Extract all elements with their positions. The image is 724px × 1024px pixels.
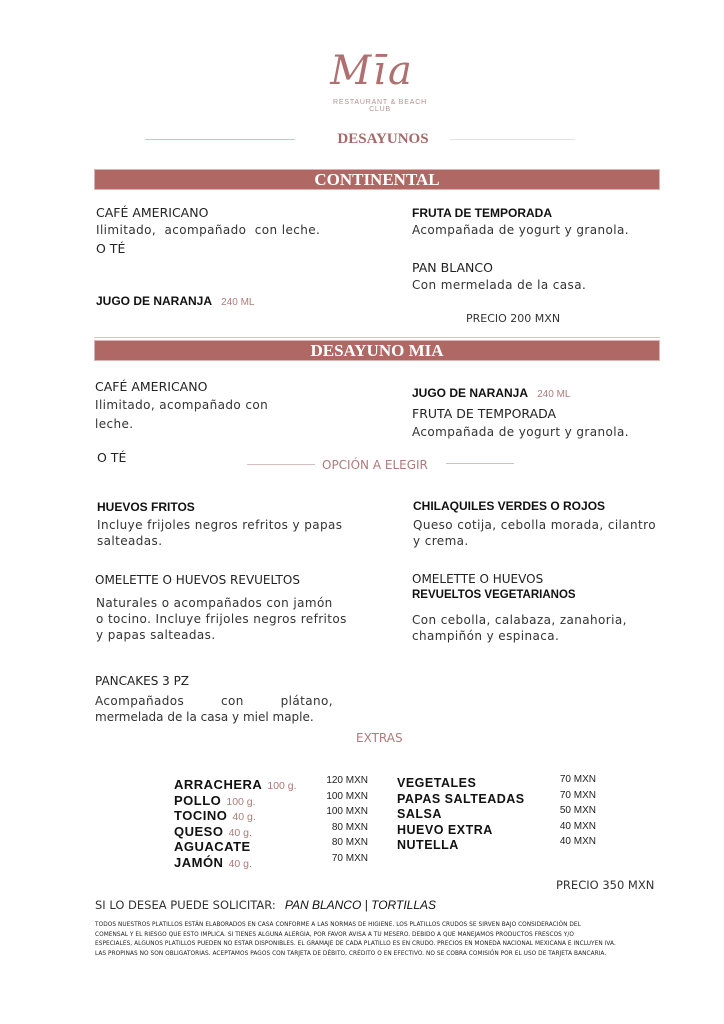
- option-chilaquiles-desc-2: y crema.: [413, 534, 469, 548]
- section-band-continental: CONTINENTAL: [94, 169, 660, 190]
- extra-item: [397, 772, 596, 788]
- extra-name: AGUACATE: [174, 839, 251, 854]
- mia-cafe-name: CAFÉ AMERICANO: [95, 379, 208, 394]
- continental-pan-name: PAN BLANCO: [412, 260, 493, 275]
- extra-price: 120 MXN: [326, 775, 368, 786]
- mia-jugo-size: 240 ML: [537, 389, 571, 400]
- extra-price: 80 MXN: [331, 837, 368, 848]
- extras-right-list: [397, 772, 596, 850]
- mia-cafe-desc-2: leche.: [95, 417, 134, 431]
- title-rule-right: [450, 139, 575, 140]
- extra-name: JAMÓN: [174, 854, 224, 870]
- extras-left-list: [174, 774, 368, 870]
- continental-te: O TÉ: [96, 241, 126, 256]
- extra-item: [174, 774, 368, 790]
- continental-jugo-name: JUGO DE NARANJA: [96, 294, 213, 308]
- option-omelette-desc-3: y papas salteadas.: [96, 628, 216, 642]
- fine-print-line: ESPECIALES, ALGUNOS PLATILLOS PUEDEN NO ESTAR DISPONIBLES. EL GRAMAJE DE CADA PLATILLO ES EN CRUDO. PRECIOS EN MONEDA NACIONAL MEXICANA E INCLUYEN IVA.: [95, 941, 616, 947]
- option-omelette-veg-desc-1: Con cebolla, calabaza, zanahoria,: [412, 613, 627, 627]
- extra-price: 80 MXN: [331, 821, 368, 833]
- extra-price: 70 MXN: [559, 774, 596, 785]
- mia-jugo: [412, 382, 570, 401]
- extra-name: PAPAS SALTEADAS: [397, 791, 525, 806]
- continental-price: PRECIO 200 MXN: [466, 312, 561, 325]
- option-omelette-name: OMELETTE O HUEVOS REVUELTOS: [95, 573, 300, 587]
- continental-pan-desc: Con mermelada de la casa.: [412, 278, 587, 292]
- logo-subtitle: RESTAURANT & BEACH CLUB: [333, 99, 427, 113]
- extras-title: EXTRAS: [356, 731, 403, 745]
- option-huevos-fritos-name: HUEVOS FRITOS: [97, 500, 195, 514]
- continental-fruta-name: FRUTA DE TEMPORADA: [412, 206, 552, 220]
- extra-item: [397, 834, 596, 850]
- extra-name: SALSA: [397, 807, 442, 821]
- mia-fruta-name: FRUTA DE TEMPORADA: [412, 406, 557, 421]
- title-rule-left: [145, 139, 295, 140]
- fine-print-line: COMENSAL Y EL RIESGO QUE ESTO IMPLICA. SI TIENES ALGUNA ALERGIA, POR FAVOR AVISA A TU MESERO. DEBIDO A QUE MANEJAMOS PRODUCTOS FRESCOS Y/O: [95, 931, 575, 938]
- extra-price: 70 MXN: [559, 789, 596, 801]
- option-omelette-desc-2: o tocino. Incluye frijoles negros refritos: [96, 612, 347, 626]
- extra-item: [397, 803, 596, 819]
- page-title: DESAYUNOS: [337, 131, 429, 147]
- extra-item: [174, 852, 368, 868]
- continental-cafe-name: CAFÉ AMERICANO: [96, 205, 209, 220]
- mia-jugo-name: JUGO DE NARANJA: [412, 386, 529, 400]
- extra-name: POLLO: [174, 792, 222, 808]
- section-band-desayuno-mia: DESAYUNO MIA: [94, 340, 660, 361]
- mia-te: O TÉ: [97, 450, 127, 465]
- extra-name: ARRACHERA: [174, 777, 263, 792]
- extra-item: [397, 788, 596, 804]
- option-rule-right: [446, 463, 514, 464]
- request-label: SI LO DESEA PUEDE SOLICITAR:: [95, 898, 276, 912]
- extra-item: [174, 805, 368, 821]
- extra-name: VEGETALES: [397, 776, 477, 790]
- option-huevos-fritos-desc-2: salteadas.: [97, 534, 163, 548]
- extra-qty: 100 g.: [226, 795, 256, 808]
- extra-name: QUESO: [174, 823, 224, 839]
- fine-print-line: TODOS NUESTROS PLATILLOS ESTÁN ELABORADOS EN CASA CONFORME A LAS NORMAS DE HIGIENE. LOS PLATILLOS CRUDOS SE SIRVEN BAJO CONSIDERACIÓN DEL: [95, 922, 581, 928]
- request-line: [95, 894, 436, 913]
- option-rule-left: [247, 464, 315, 465]
- mia-cafe-desc-1: Ilimitado, acompañado con: [95, 398, 269, 412]
- extra-item: [397, 819, 596, 835]
- extra-price: 100 MXN: [326, 806, 368, 817]
- extra-name: HUEVO EXTRA: [397, 822, 493, 837]
- extra-name: TOCINO: [174, 808, 228, 823]
- continental-jugo: [96, 290, 254, 309]
- extra-item: [174, 821, 368, 837]
- extra-price: 50 MXN: [559, 805, 596, 816]
- request-options: PAN BLANCO | TORTILLAS: [284, 898, 437, 912]
- option-omelette-veg-name-2: REVUELTOS VEGETARIANOS: [412, 589, 576, 601]
- option-omelette-veg-name-1: OMELETTE O HUEVOS: [412, 572, 544, 586]
- option-omelette-veg-desc-2: champiñón y espinaca.: [412, 629, 560, 643]
- extra-qty: 40 g.: [232, 811, 256, 823]
- fine-print-line: LAS PROPINAS NO SON OBLIGATORIAS. ACEPTAMOS PAGOS CON TARJETA DE DÉBITO, CRÉDITO O EN EFECTIVO. NO SE COBRA COMISIÓN POR EL USO DE TARJETA BANCARIA.: [95, 950, 607, 957]
- logo-script: Mīa: [330, 48, 414, 94]
- option-pancakes-desc-2: mermelada de la casa y miel maple.: [95, 710, 314, 724]
- extra-item: [174, 836, 368, 852]
- option-pancakes-desc-1: Acompañados con plátano,: [95, 694, 333, 708]
- option-pancakes-name: PANCAKES 3 PZ: [95, 674, 190, 688]
- extra-price: 100 MXN: [326, 790, 368, 802]
- continental-fruta-desc: Acompañada de yogurt y granola.: [412, 223, 629, 237]
- extra-name: NUTELLA: [397, 838, 459, 852]
- option-omelette-desc-1: Naturales o acompañados con jamón: [96, 596, 333, 610]
- extra-qty: 100 g.: [267, 780, 297, 792]
- option-chilaquiles-desc-1: Queso cotija, cebolla morada, cilantro: [413, 518, 656, 532]
- extra-qty: 40 g.: [228, 857, 252, 870]
- mia-fruta-desc: Acompañada de yogurt y granola.: [412, 425, 629, 439]
- extra-qty: 40 g.: [228, 826, 252, 839]
- extra-price: 70 MXN: [331, 852, 368, 864]
- extra-price: 40 MXN: [559, 820, 596, 832]
- continental-cafe-desc: Ilimitado, acompañado con leche.: [96, 223, 321, 237]
- option-title: OPCIÓN A ELEGIR: [322, 458, 428, 472]
- extra-price: 40 MXN: [559, 836, 596, 847]
- option-chilaquiles-name: CHILAQUILES VERDES O ROJOS: [413, 499, 606, 513]
- extra-item: [174, 790, 368, 806]
- fine-print: [95, 921, 670, 959]
- continental-bottom-rule: [94, 337, 660, 338]
- desayuno-mia-price: PRECIO 350 MXN: [556, 878, 655, 892]
- continental-jugo-size: 240 ML: [221, 297, 255, 308]
- option-huevos-fritos-desc-1: Incluye frijoles negros refritos y papas: [97, 518, 343, 532]
